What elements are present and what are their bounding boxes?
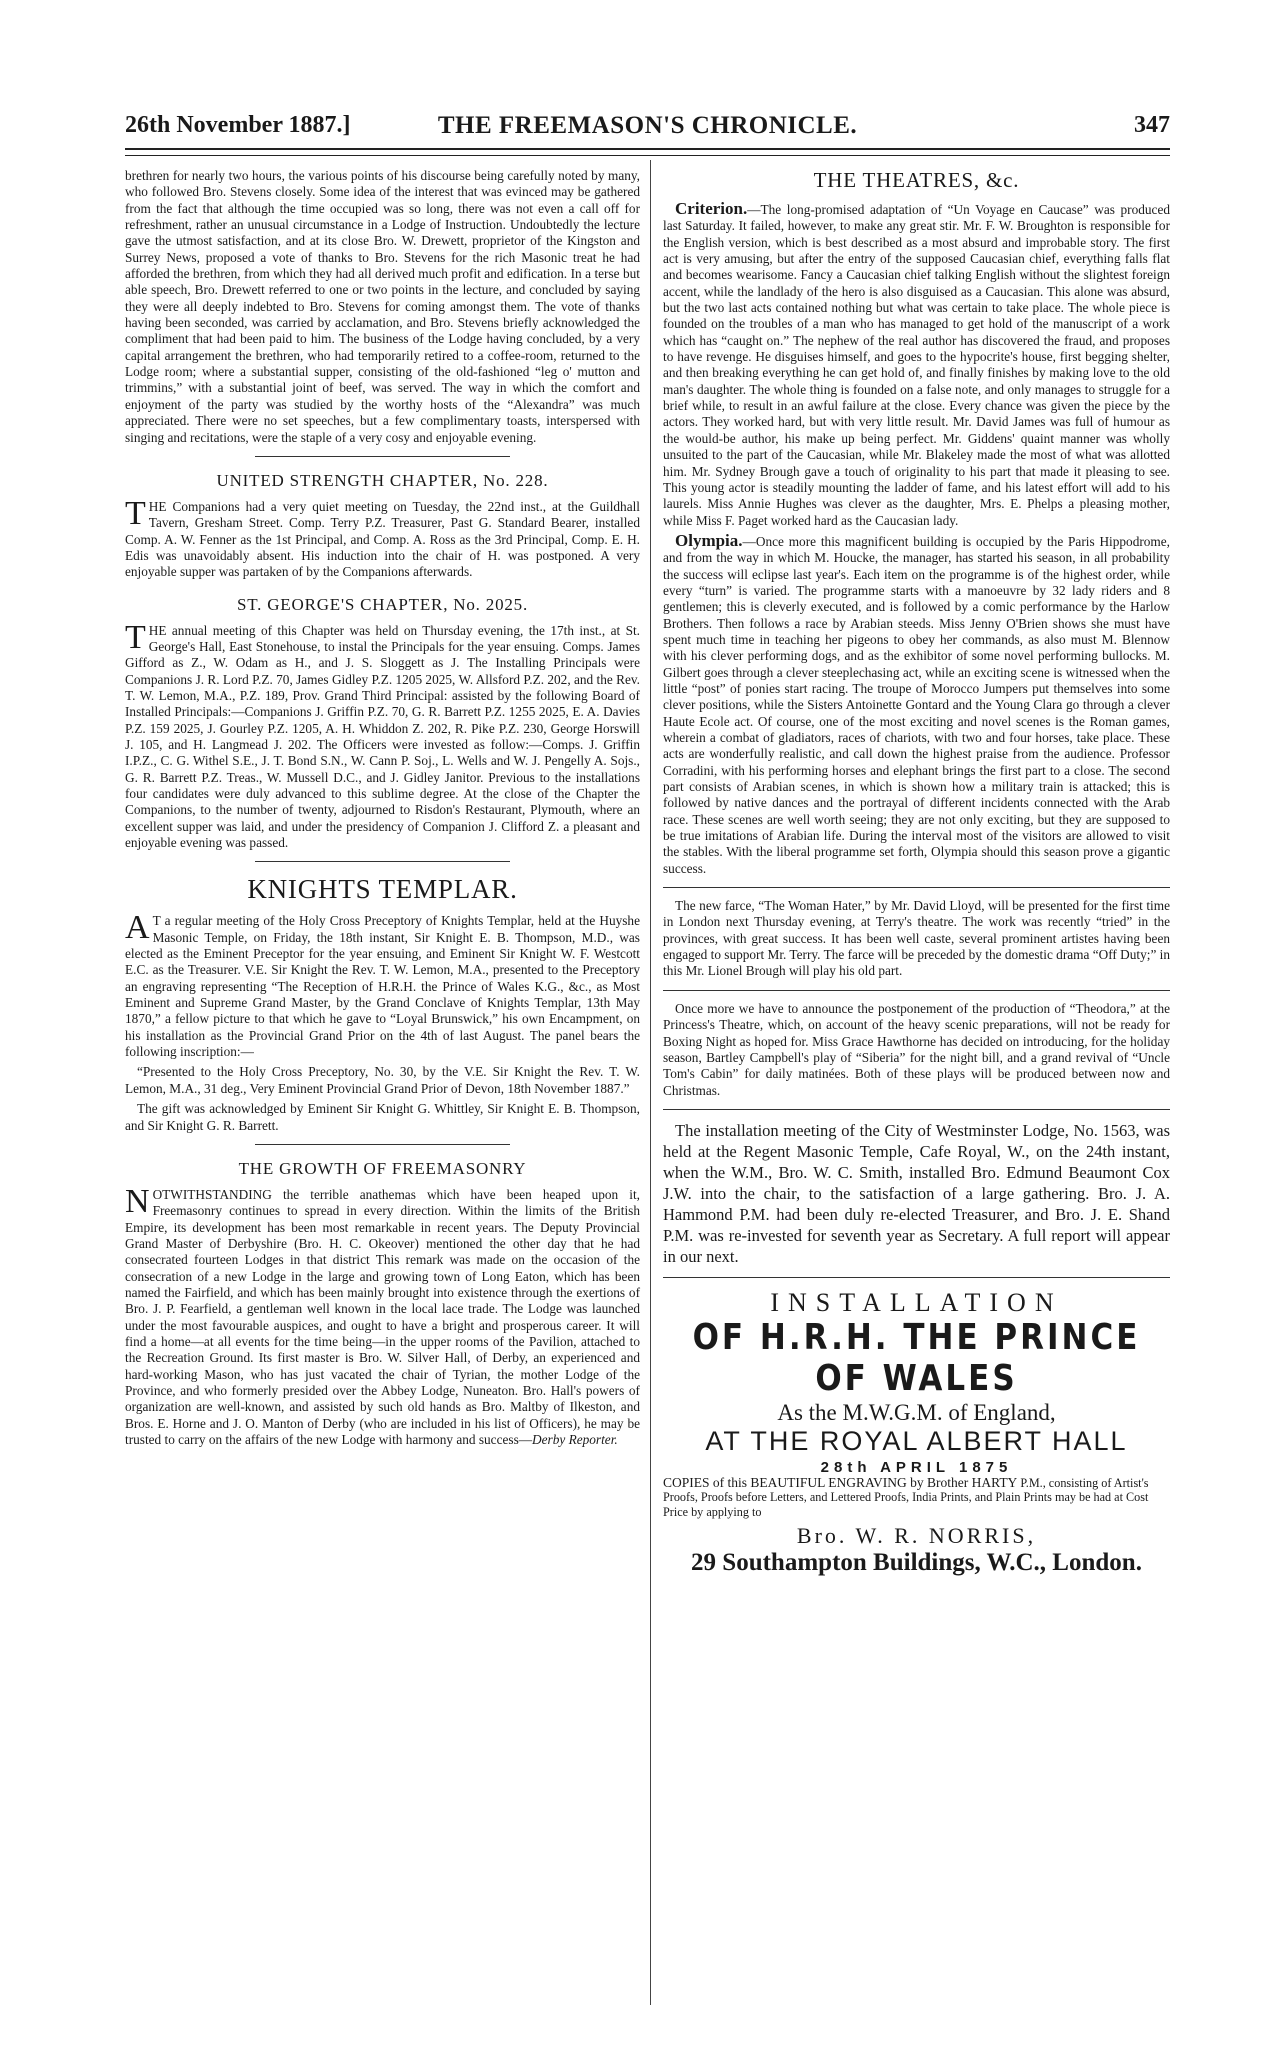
- section-separator: [663, 887, 1170, 888]
- knights-templar-text: T a regular meeting of the Holy Cross Preceptory of Knights Templar, held at the Huyshe Masonic Temple, on Friday, the 18th instant, Sir Knight E. B. Thompson, M.D., was elected as the Eminent Preceptor for the year ensuing, and Eminent Sir Knight W. F. Westcott E.C. as the Treasurer. V.E. Sir Knight the Rev. T. W. Lemon, M.A., presented to the Preceptory an engraving representing “The Reception of H.R.H. the Prince of Wales K.G., &c., as Most Eminent and Supreme Grand Master, by the Grand Conclave of Knights Templar, 13th May 1870,” a fellow picture to that which he gave to “Loyal Brunswick,” his own Encampment, on his installation as the Provincial Grand Prior on the 4th of last August. The panel bears the following inscription:—: [125, 913, 640, 1060]
- st-george-text: HE annual meeting of this Chapter was held on Thursday evening, the 17th inst., at St. George's Hall, East Stonehouse, to instal the Principals for the year ensuing. Comps. James Gifford as Z., W. Odam as H., and J. S. Sloggett as J. The Installing Principals were Companions J. R. Lord P.Z. 70, James Gidley P.Z. 1205 2025, W. Allsford P.Z. 202, and the Rev. T. W. Lemon, M.A., P.Z. 189, Prov. Grand Third Principal: assisted by the following Board of Installed Principals:—Companions J. Griffin P.Z. 70, G. R. Barrett P.Z. 1255 2025, E. A. Davies P.Z. 159 2025, J. Gourley P.Z. 1205, A. H. Whiddon Z. 202, R. Pike P.Z. 230, George Horswill J. 105, and H. Langmead J. 202. The Officers were invested as follow:—Comps. J. Griffin I.P.Z., C. G. Withel S.E., J. T. Bond S.N., W. Cann P. Soj., L. Wells and W. J. Pengelly A. Sojs., G. R. Barrett P.Z. Treas., W. Mussell D.C., and J. Gidley Janitor. Previous to the installations four candidates were duly advanced to this sublime degree. At the close of the Chapter the Companions, to the number of twenty, adjourned to Risdon's Restaurant, Plymouth, where an excellent supper was laid, and under the presidency of Companion J. Clifford Z. a pleasant and enjoyable evening was passed.: [125, 622, 640, 851]
- st-george-body: [125, 618, 640, 852]
- masthead: [125, 112, 1170, 142]
- section-separator: [663, 990, 1170, 991]
- ad-venue-line: AT THE ROYAL ALBERT HALL: [705, 1425, 1128, 1456]
- advertisement-rule: [663, 1277, 1170, 1278]
- theatres-heading: THE THEATRES, &c.: [813, 168, 1020, 192]
- dropcap: A: [125, 909, 150, 947]
- growth-heading: THE GROWTH OF FREEMASONRY: [238, 1158, 527, 1178]
- ad-contact-name: Bro. W. R. NORRIS,: [796, 1523, 1037, 1549]
- page-number: 347: [1134, 112, 1170, 138]
- dropcap: T: [125, 494, 146, 532]
- right-column: [663, 168, 1170, 1577]
- united-strength-body: [125, 494, 640, 581]
- criterion-review: [663, 201, 1170, 529]
- engraving-advertisement: [663, 1288, 1170, 1578]
- ad-body-first: COPIES of this BEAUTIFUL ENGRAVING by Brother HARTY: [663, 1474, 1018, 1490]
- section-separator: [255, 1144, 510, 1145]
- left-column: [125, 168, 640, 1452]
- ad-installation-line: INSTALLATION: [770, 1287, 1063, 1317]
- knights-templar-closing: The gift was acknowledged by Eminent Sir Knight G. Whittley, Sir Knight E. B. Thompson, and Sir Knight G. R. Barrett.: [125, 1101, 640, 1133]
- section-separator: [255, 456, 510, 457]
- knights-templar-inscription: “Presented to the Holy Cross Preceptory, No. 30, by the V.E. Sir Knight the Rev. T. W. Lemon, M.A., 31 deg., Very Eminent Provincial Grand Prior of Devon, 18th November 1887.”: [125, 1064, 640, 1096]
- westminster-lodge-note: The installation meeting of the City of Westminster Lodge, No. 1563, was held at the Regent Masonic Temple, Cafe Royal, W., on the 24th instant, when the W.M., Bro. W. C. Smith, installed Bro. Edmund Beaumont Cox J.W. into the chair, to the satisfaction of a large gathering. Bro. J. A. Hammond P.M. had been duly re-elected Treasurer, and Bro. J. E. Shand P.M. was re-invested for seventh year as Secretary. A full report will appear in our next.: [663, 1120, 1170, 1266]
- united-strength-text: HE Companions had a very quiet meeting on Tuesday, the 22nd inst., at the Guildhall Tavern, Gresham Street. Comp. Terry P.Z. Treasurer, Past G. Standard Bearer, installed Comp. A. W. Fenner as the 1st Principal, and Comp. A. Ross as the 3rd Principal, Comp. E. H. Edis was unavoidably absent. His induction into the chair of H. was postponed. A very enjoyable supper was partaken of by the Companions afterwards.: [125, 498, 640, 580]
- ad-prince-line: OF H.R.H. THE PRINCE OF WALES: [692, 1316, 1141, 1400]
- masthead-rule: [125, 148, 1170, 156]
- olympia-review: [663, 530, 1170, 877]
- growth-text: OTWITHSTANDING the terrible anathemas which have been heaped upon it, Freemasonry continues to spread in every direction. Within the limits of the British Empire, its development has been most remarkable in recent years. The Deputy Provincial Grand Master of Derbyshire (Bro. H. C. Okeover) mentioned the other day that he had consecrated fourteen Lodges in that district This remark was made on the occasion of the consecration of a new Lodge in the large and growing town of Long Eaton, which has been named the Fairfield, and which has been mainly brought into existence through the exertions of Bro. J. P. Fearfield, a gentleman well known in the local lace trade. The Lodge was launched under the most favourable auspices, and ought to have a bright and prosperous career. It will find a home—at all events for the time being—in the upper rooms of the Pavilion, attached to the Recreation Ground. Its first master is Bro. W. Silver Hall, of Derby, an experienced and hard-working Mason, who has just vacated the chair of Tyrian, the mother Lodge of the Province, and who formerly presided over the Abbey Lodge, Nuneaton. Bro. Hall's powers of organization are well-known, and assisted by such old hands as Bro. Maltby of Ilkeston, and Bros. E. Horne and J. O. Manton of Derby (who are included in his list of Officers), he may be trusted to carry on the affairs of the new Lodge with harmony and success—: [125, 1186, 640, 1447]
- ad-date-line: 28th APRIL 1875: [820, 1458, 1013, 1476]
- growth-source: Derby Reporter.: [532, 1432, 618, 1447]
- dropcap: N: [125, 1182, 150, 1220]
- woman-hater-note: The new farce, “The Woman Hater,” by Mr. David Lloyd, will be presented for the first time in London next Thursday evening, at Terry's theatre. The work was recently “tried” in the provinces, with great success. It has been well caste, several prominent artistes having been engaged to support Mr. Terry. The farce will be preceded by the domestic drama “Off Duty;” in this Mr. Lionel Brough will play his old part.: [663, 898, 1171, 979]
- theodora-note: Once more we have to announce the postponement of the production of “Theodora,” at the Princess's Theatre, which, on account of the heavy scenic preparations, will not be ready for Boxing Night as hoped for. Miss Grace Hawthorne has decided on introducing, for the holiday season, Bartley Campbell's play of “Siberia” for the night bill, and a grand revival of “Uncle Tom's Cabin” for daily matinées. Both of these plays will be produced between now and Christmas.: [663, 1000, 1170, 1098]
- ad-contact-address: 29 Southampton Buildings, W.C., London.: [691, 1549, 1142, 1577]
- column-divider: [650, 160, 651, 2005]
- publication-title: THE FREEMASON'S CHRONICLE.: [437, 112, 858, 139]
- dropcap: T: [125, 618, 146, 656]
- knights-templar-body: [125, 909, 640, 1060]
- section-separator: [663, 1109, 1170, 1110]
- issue-date: 26th November 1887.]: [125, 112, 351, 138]
- united-strength-heading: UNITED STRENGTH CHAPTER, No. 228.: [216, 470, 549, 490]
- ad-mwgm-line: As the M.W.G.M. of England,: [777, 1399, 1056, 1425]
- lodge-report-continuation: brethren for nearly two hours, the various points of his discourse being carefully noted by many, who followed Bro. Stevens closely. Some idea of the interest that was evinced may be gathered from the fact that although the time occupied was so long, there was not even a call off for refreshment, rather an unusual circumstance in a Lodge of Instruction. Undoubtedly the lecture gave the utmost satisfaction, and at its close Bro. W. Drewett, proprietor of the Kingston and Surrey News, proposed a vote of thanks to Bro. Stevens for the rich Masonic treat he had afforded the brethren, from which they had all derived much profit and edification. In a terse but able speech, Bro. Drewett referred to one or two points in the lecture, and concluded by saying they were all deeply indebted to Bro. Stevens for coming amongst them. The vote of thanks having been seconded, was carried by acclamation, and Bro. Stevens briefly acknowledged the compliment that had been paid to him. The business of the Lodge having concluded, by a very capital arrangement the brethren, who had temporarily retired to a coffee-room, returned to the Lodge room; where a substantial supper, consisting of the old-fashioned “leg o' mutton and trimmins,” with a substantial joint of beef, was served. The way in which the comfort and enjoyment of the party was studied by the worthy hosts of the “Alexandra” was much appreciated. There were no set speeches, but a few complimentary toasts, interspersed with singing and recitations, were the staple of a very cosy and enjoyable evening.: [125, 168, 640, 445]
- knights-templar-heading: KNIGHTS TEMPLAR.: [247, 874, 518, 905]
- ad-body-rest: P.M., consisting of Artist's Proofs, Proofs before Letters, and Lettered Proofs, India Prints, and Plain Prints may be had at Cost Price by applying to: [663, 1475, 1149, 1519]
- ad-body: [663, 1476, 1170, 1520]
- criterion-text: —The long-promised adaptation of “Un Voyage en Caucase” was produced last Saturday. It failed, however, to make any great stir. Mr. F. W. Broughton is responsible for the English version, which is best described as a most absurd and improbable story. The first act is very amusing, but after the entry of the supposed Caucasian chief, everything falls flat and becomes wearisome. Fancy a Caucasian chief talking English without the slightest foreign accent, while the landlady of the hero is also disguised as a Caucasian. This alone was absurd, but the two last acts contained nothing but what was certain to take place. The whole piece is founded on the troubles of a man who has managed to get hold of the manuscript of a work which has “caught on.” The nephew of the real author has discovered the fraud, and proposes to have revenge. He disguises himself, and goes to the hypocrite's house, first begging shelter, and then breaking everything he can get hold of, and finally finishes by making love to the old man's daughter. The whole thing is founded on a false note, and only manages to struggle for a brief while, to result in an awful failure at the close. Every chance was given the piece by the actors. They worked hard, but with very little result. Mr. David James was full of humour as the would-be author, his make up being perfect. Mr. Giddens' quaint manner was wholly unsuited to the part of the Caucasian, while Mr. Blakeley made the most of what was allotted him. Mr. Sydney Brough gave a touch of originality to his part that made it pleasing to see. This young actor is steadily mounting the ladder of fame, and his latest effort will add to his laurels. Miss Annie Hughes was clever as the daughter, Mrs. E. Phelps a pleasing mother, while Miss F. Paget worked hard as the Caucasian lady.: [663, 202, 1170, 528]
- olympia-text: —Once more this magnificent building is occupied by the Paris Hippodrome, and from the way in which M. Houcke, the manager, has started his season, in all probability the success will eclipse last year's. Each item on the programme is of the highest order, while every “turn” is varied. The programme starts with a manoeuvre by 32 lady riders and 8 gentlemen; this is cleverly executed, and is followed by a comic performance by the Harlow Brothers. Then follows a race by Arabian steeds. Miss Jenny O'Brien shows she must have spent much time in teaching her pigeons to obey her commands, as also must M. Blennow with his clever performing dogs, and as the exhibitor of some novel performing bullocks. M. Gilbert goes through a clever steeplechasing act, while an exciting scene is witnessed when the little “post” of ponies start racing. The troupe of Morocco Jumpers put themselves into some clever positions, while the Sisters Antoinette Gontard and the Young Clara go through a clever Haute Ecole act. Of course, one of the most exciting and novel scenes is the Roman games, wherein a combat of gladiators, races of chariots, with two and four horses, take place. These acts are wonderfully realistic, and call down the highest praise from the audience. Professor Corradini, with his performing horses and elephant brings the first part to a close. The second part consists of Arabian scenes, in which is shown how a military train is attacked; this is followed by native dances and the portrayal of different incidents connected with the Arab race. These scenes are well worth seeing; they are not only exciting, but they are supposed to be true imitations of Arabian life. During the interval most of the visitors are allowed to visit the stables. With the liberal programme set forth, Olympia should this season prove a gigantic success.: [663, 533, 1170, 876]
- olympia-runin: Olympia.: [675, 530, 743, 550]
- st-george-heading: ST. GEORGE'S CHAPTER, No. 2025.: [236, 594, 529, 614]
- growth-body: [125, 1182, 640, 1449]
- section-separator: [255, 861, 510, 862]
- criterion-runin: Criterion.: [675, 199, 748, 218]
